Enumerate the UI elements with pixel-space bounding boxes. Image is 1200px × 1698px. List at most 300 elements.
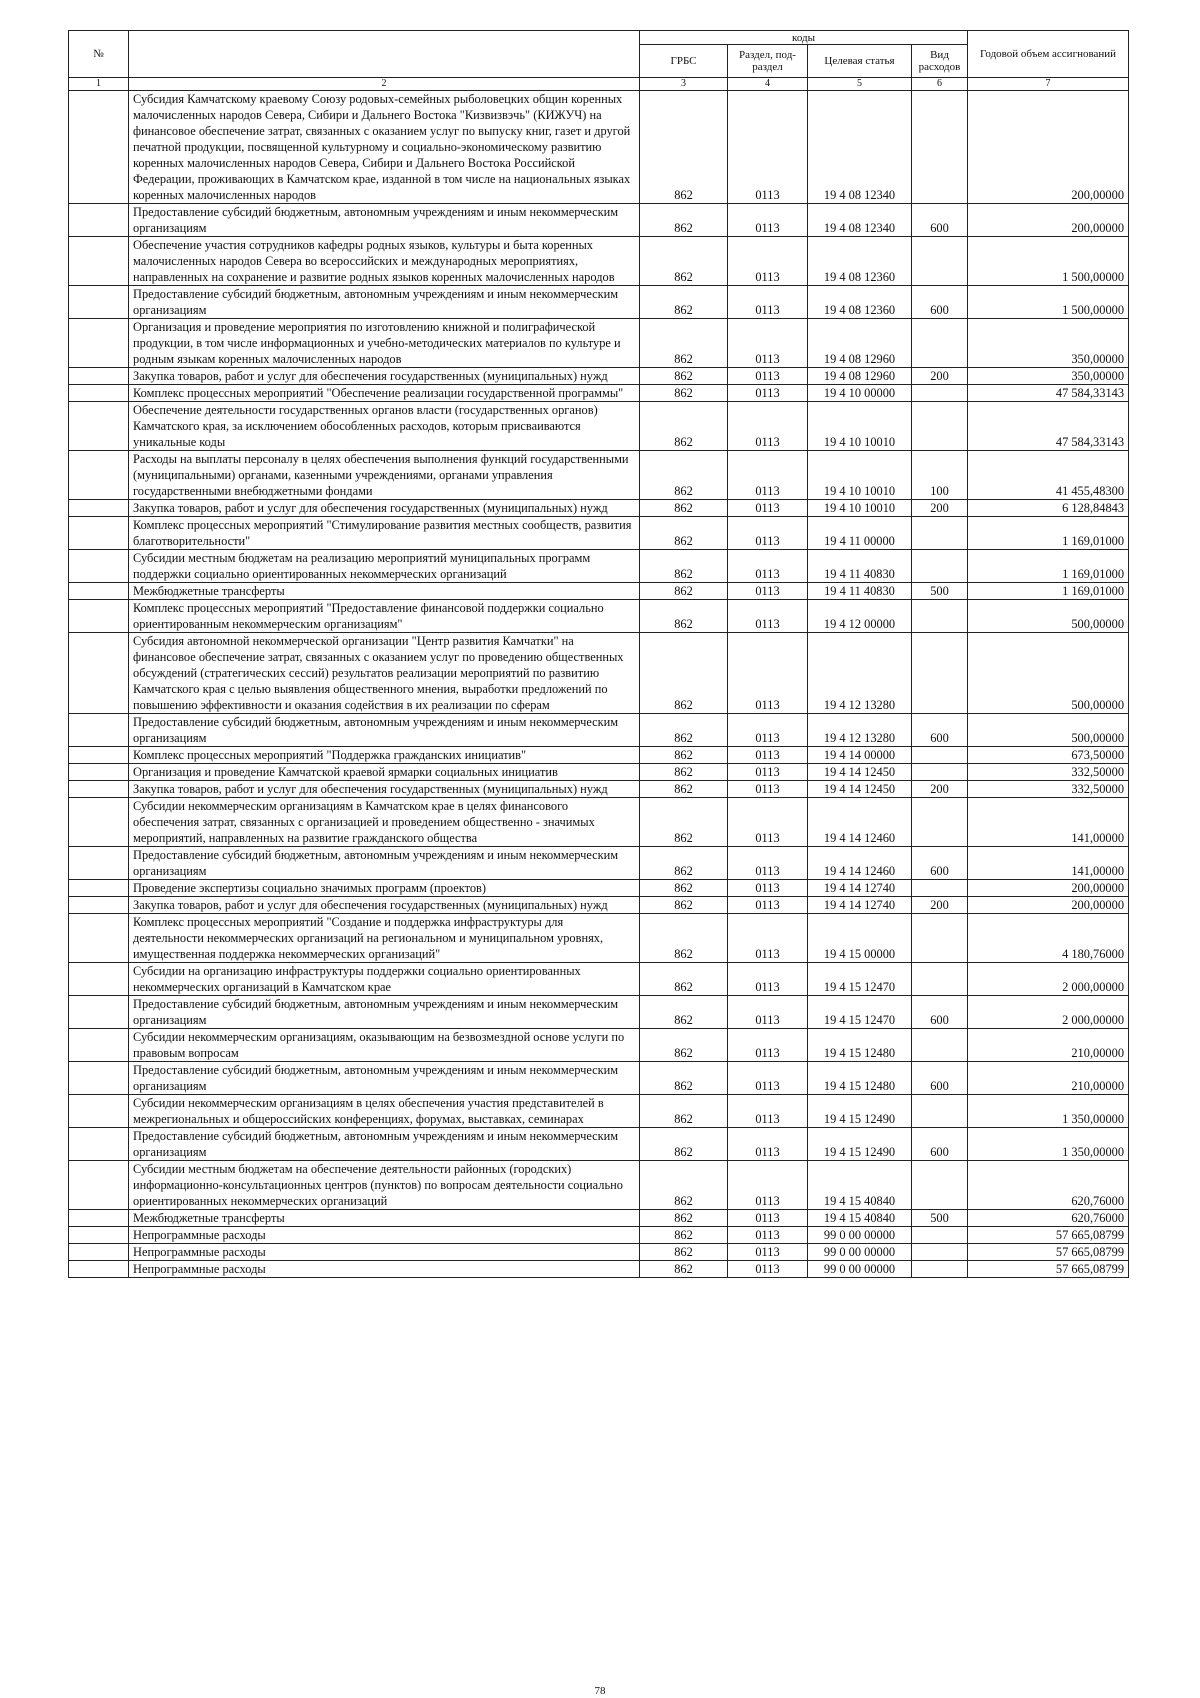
section-cell: 0113: [728, 781, 808, 798]
amount-cell: 1 169,01000: [968, 517, 1129, 550]
row-number-cell: [69, 897, 129, 914]
section-cell: 0113: [728, 1210, 808, 1227]
target-article-cell: 19 4 15 00000: [808, 914, 912, 963]
amount-cell: 620,76000: [968, 1210, 1129, 1227]
expense-name-cell: Расходы на выплаты персоналу в целях обеспечения выполнения функций государственными (муниципальными) органами, казенными учреждениями, органами управления государственными внебюджетными фондами: [129, 451, 640, 500]
table-row: [69, 1062, 1129, 1095]
amount-cell: 500,00000: [968, 714, 1129, 747]
row-number-cell: [69, 451, 129, 500]
grbs-cell: 862: [640, 517, 728, 550]
target-article-cell: 19 4 15 12470: [808, 996, 912, 1029]
grbs-cell: 862: [640, 319, 728, 368]
section-cell: 0113: [728, 1095, 808, 1128]
column-number: 5: [808, 78, 912, 91]
expense-name-cell: Организация и проведение Камчатской краевой ярмарки социальных инициатив: [129, 764, 640, 781]
grbs-cell: 862: [640, 798, 728, 847]
expense-name-cell: Межбюджетные трансферты: [129, 1210, 640, 1227]
section-cell: 0113: [728, 583, 808, 600]
target-article-cell: 19 4 10 00000: [808, 385, 912, 402]
grbs-cell: 862: [640, 550, 728, 583]
row-number-cell: [69, 747, 129, 764]
target-article-cell: 19 4 08 12340: [808, 204, 912, 237]
target-article-cell: 19 4 12 13280: [808, 714, 912, 747]
expense-type-cell: 200: [912, 781, 968, 798]
amount-cell: 673,50000: [968, 747, 1129, 764]
target-article-cell: 19 4 12 13280: [808, 633, 912, 714]
expense-name-cell: Комплекс процессных мероприятий "Стимулирование развития местных сообществ, развития благотворительности": [129, 517, 640, 550]
row-number-cell: [69, 1210, 129, 1227]
grbs-cell: 862: [640, 996, 728, 1029]
expense-type-cell: 600: [912, 286, 968, 319]
amount-cell: 200,00000: [968, 880, 1129, 897]
section-cell: 0113: [728, 204, 808, 237]
budget-sheet: [68, 30, 1129, 1278]
amount-cell: 500,00000: [968, 633, 1129, 714]
expense-name-cell: Непрограммные расходы: [129, 1227, 640, 1244]
section-cell: 0113: [728, 319, 808, 368]
section-cell: 0113: [728, 1161, 808, 1210]
row-number-cell: [69, 286, 129, 319]
row-number-cell: [69, 1244, 129, 1261]
amount-cell: 1 500,00000: [968, 237, 1129, 286]
expense-name-cell: Субсидия Камчатскому краевому Союзу родовых-семейных рыболовецких общин коренных малочисленных народов Севера, Сибири и Дальнего Востока "Кизвизвэчь" (КИЖУЧ) на финансовое обеспечение затрат, связанных с оказанием услуг по выпуску книг, газет и другой печатной продукции, посвященной культурному и социально-экономическому развитию коренных малочисленных народов Севера, Сибири и Дальнего Востока Российской Федерации, проживающих в Камчатском крае, изданной в том числе на национальных языках коренных малочисленных народов: [129, 91, 640, 204]
expense-type-cell: [912, 91, 968, 204]
grbs-cell: 862: [640, 880, 728, 897]
grbs-cell: 862: [640, 1095, 728, 1128]
table-row: [69, 237, 1129, 286]
expense-name-cell: Комплекс процессных мероприятий "Создание и поддержка инфраструктуры для деятельности некоммерческих организаций на региональном и муниципальном уровнях, имущественная поддержка некоммерческих организаций": [129, 914, 640, 963]
expense-type-cell: [912, 1244, 968, 1261]
expense-type-cell: 600: [912, 996, 968, 1029]
amount-cell: 350,00000: [968, 319, 1129, 368]
column-number: 7: [968, 78, 1129, 91]
expense-name-cell: Межбюджетные трансферты: [129, 583, 640, 600]
table-row: [69, 583, 1129, 600]
expense-name-cell: Субсидия автономной некоммерческой организации "Центр развития Камчатки" на финансовое обеспечение затрат, связанных с оказанием услуг по проведению общественных обсуждений (стратегических сессий) результатов реализации мероприятий по развитию Камчатского края с целью выявления общественного мнения, выработки предложений по повышению эффективности и оказания содействия в их реализации по сферам: [129, 633, 640, 714]
target-article-cell: 99 0 00 00000: [808, 1227, 912, 1244]
section-cell: 0113: [728, 798, 808, 847]
amount-cell: 57 665,08799: [968, 1244, 1129, 1261]
target-article-cell: 19 4 15 40840: [808, 1161, 912, 1210]
target-article-cell: 19 4 10 10010: [808, 402, 912, 451]
table-row: [69, 963, 1129, 996]
amount-cell: 2 000,00000: [968, 963, 1129, 996]
grbs-cell: 862: [640, 385, 728, 402]
amount-cell: 350,00000: [968, 368, 1129, 385]
row-number-cell: [69, 764, 129, 781]
table-row: [69, 880, 1129, 897]
expense-type-cell: [912, 402, 968, 451]
table-row: [69, 600, 1129, 633]
expense-name-cell: Комплекс процессных мероприятий "Обеспечение реализации государственной программы": [129, 385, 640, 402]
target-article-cell: 19 4 14 12740: [808, 897, 912, 914]
section-cell: 0113: [728, 368, 808, 385]
amount-cell: 6 128,84843: [968, 500, 1129, 517]
target-article-cell: 19 4 12 00000: [808, 600, 912, 633]
section-cell: 0113: [728, 1062, 808, 1095]
table-row: [69, 385, 1129, 402]
codes-header: коды: [640, 31, 968, 45]
grbs-cell: 862: [640, 402, 728, 451]
target-article-cell: 19 4 15 12480: [808, 1029, 912, 1062]
row-number-cell: [69, 385, 129, 402]
grbs-cell: 862: [640, 368, 728, 385]
table-row: [69, 286, 1129, 319]
row-number-cell: [69, 500, 129, 517]
table-row: [69, 996, 1129, 1029]
section-cell: 0113: [728, 880, 808, 897]
target-article-cell: 19 4 14 12740: [808, 880, 912, 897]
section-cell: 0113: [728, 237, 808, 286]
section-cell: 0113: [728, 1244, 808, 1261]
table-row: [69, 550, 1129, 583]
target-article-cell: 19 4 10 10010: [808, 451, 912, 500]
row-number-cell: [69, 583, 129, 600]
grbs-cell: 862: [640, 1227, 728, 1244]
grbs-cell: 862: [640, 583, 728, 600]
expense-type-cell: 200: [912, 368, 968, 385]
expense-name-cell: Обеспечение деятельности государственных органов власти (государственных органов) Камчатского края, за исключением обособленных расходов, которым присваиваются уникальные коды: [129, 402, 640, 451]
grbs-cell: 862: [640, 91, 728, 204]
grbs-cell: 862: [640, 1244, 728, 1261]
col-name-header: [129, 31, 640, 78]
section-cell: 0113: [728, 91, 808, 204]
expense-type-cell: [912, 1261, 968, 1278]
target-article-cell: 19 4 11 40830: [808, 583, 912, 600]
target-article-cell: 19 4 15 12490: [808, 1095, 912, 1128]
expense-name-cell: Предоставление субсидий бюджетным, автономным учреждениям и иным некоммерческим организациям: [129, 286, 640, 319]
grbs-cell: 862: [640, 764, 728, 781]
expense-type-cell: [912, 237, 968, 286]
expense-type-cell: [912, 1029, 968, 1062]
expense-name-cell: Непрограммные расходы: [129, 1261, 640, 1278]
grbs-cell: 862: [640, 600, 728, 633]
target-article-cell: 19 4 15 12470: [808, 963, 912, 996]
section-cell: 0113: [728, 550, 808, 583]
row-number-cell: [69, 600, 129, 633]
expense-name-cell: Предоставление субсидий бюджетным, автономным учреждениям и иным некоммерческим организациям: [129, 1062, 640, 1095]
expense-type-cell: [912, 880, 968, 897]
target-article-cell: 19 4 14 12460: [808, 798, 912, 847]
amount-cell: 332,50000: [968, 764, 1129, 781]
row-number-cell: [69, 781, 129, 798]
amount-cell: 57 665,08799: [968, 1227, 1129, 1244]
expense-name-cell: Субсидии некоммерческим организациям в Камчатском крае в целях финансового обеспечения затрат, связанных с организацией и проведением общественно - значимых мероприятий, направленных на развитие гражданского общества: [129, 798, 640, 847]
row-number-cell: [69, 963, 129, 996]
expense-name-cell: Комплекс процессных мероприятий "Поддержка гражданских инициатив": [129, 747, 640, 764]
table-row: [69, 714, 1129, 747]
column-number: 1: [69, 78, 129, 91]
expense-name-cell: Субсидии некоммерческим организациям в целях обеспечения участия представителей в межрегиональных и общероссийских конференциях, форумах, выставках, семинарах: [129, 1095, 640, 1128]
table-row: [69, 1261, 1129, 1278]
expense-type-cell: [912, 1161, 968, 1210]
table-row: [69, 1227, 1129, 1244]
expense-name-cell: Предоставление субсидий бюджетным, автономным учреждениям и иным некоммерческим организациям: [129, 204, 640, 237]
grbs-cell: 862: [640, 897, 728, 914]
grbs-cell: 862: [640, 747, 728, 764]
target-article-cell: 19 4 10 10010: [808, 500, 912, 517]
target-article-cell: 19 4 14 00000: [808, 747, 912, 764]
section-cell: 0113: [728, 914, 808, 963]
amount-cell: 1 350,00000: [968, 1128, 1129, 1161]
expense-type-header: Вид расходов: [912, 45, 968, 78]
amount-cell: 47 584,33143: [968, 385, 1129, 402]
annual-volume-header: Годовой объем ассигнований: [968, 31, 1129, 78]
section-cell: 0113: [728, 747, 808, 764]
section-cell: 0113: [728, 286, 808, 319]
section-cell: 0113: [728, 714, 808, 747]
amount-cell: 4 180,76000: [968, 914, 1129, 963]
target-article-cell: 19 4 08 12960: [808, 319, 912, 368]
row-number-cell: [69, 1062, 129, 1095]
section-cell: 0113: [728, 517, 808, 550]
column-number: 2: [129, 78, 640, 91]
expense-type-cell: [912, 798, 968, 847]
section-cell: 0113: [728, 847, 808, 880]
amount-cell: 200,00000: [968, 897, 1129, 914]
table-row: [69, 1128, 1129, 1161]
table-row: [69, 451, 1129, 500]
row-number-cell: [69, 204, 129, 237]
target-article-cell: 19 4 15 40840: [808, 1210, 912, 1227]
table-row: [69, 781, 1129, 798]
row-number-cell: [69, 1227, 129, 1244]
row-number-cell: [69, 319, 129, 368]
row-number-cell: [69, 847, 129, 880]
expense-name-cell: Непрограммные расходы: [129, 1244, 640, 1261]
section-cell: 0113: [728, 963, 808, 996]
expense-name-cell: Закупка товаров, работ и услуг для обеспечения государственных (муниципальных) нужд: [129, 897, 640, 914]
target-article-cell: 19 4 11 40830: [808, 550, 912, 583]
row-number-cell: [69, 880, 129, 897]
page-number: 78: [594, 1685, 606, 1697]
target-article-cell: 19 4 08 12360: [808, 286, 912, 319]
expense-name-cell: Субсидии местным бюджетам на обеспечение деятельности районных (городских) информационно-консультационных центров (пунктов) по вопросам деятельности социально ориентированных некоммерческих организаций: [129, 1161, 640, 1210]
table-row: [69, 91, 1129, 204]
grbs-cell: 862: [640, 914, 728, 963]
row-number-cell: [69, 1095, 129, 1128]
amount-cell: 2 000,00000: [968, 996, 1129, 1029]
column-numbers-row: [69, 78, 1129, 91]
target-article-cell: 99 0 00 00000: [808, 1244, 912, 1261]
amount-cell: 210,00000: [968, 1062, 1129, 1095]
expense-type-cell: [912, 764, 968, 781]
target-article-cell: 99 0 00 00000: [808, 1261, 912, 1278]
grbs-cell: 862: [640, 451, 728, 500]
amount-cell: 200,00000: [968, 91, 1129, 204]
expense-type-cell: 600: [912, 204, 968, 237]
expense-type-cell: 200: [912, 500, 968, 517]
row-number-cell: [69, 996, 129, 1029]
amount-cell: 57 665,08799: [968, 1261, 1129, 1278]
grbs-cell: 862: [640, 847, 728, 880]
grbs-cell: 862: [640, 781, 728, 798]
section-cell: 0113: [728, 1128, 808, 1161]
expense-name-cell: Субсидии местным бюджетам на реализацию мероприятий муниципальных программ поддержки социально ориентированных некоммерческих организаций: [129, 550, 640, 583]
row-number-cell: [69, 517, 129, 550]
grbs-cell: 862: [640, 1210, 728, 1227]
amount-cell: 1 169,01000: [968, 550, 1129, 583]
table-row: [69, 1244, 1129, 1261]
expense-name-cell: Комплекс процессных мероприятий "Предоставление финансовой поддержки социально ориентированным некоммерческим организациям": [129, 600, 640, 633]
expense-name-cell: Предоставление субсидий бюджетным, автономным учреждениям и иным некоммерческим организациям: [129, 1128, 640, 1161]
table-row: [69, 1210, 1129, 1227]
table-header: [69, 31, 1129, 91]
target-article-cell: 19 4 08 12360: [808, 237, 912, 286]
column-number: 4: [728, 78, 808, 91]
column-number: 6: [912, 78, 968, 91]
table-row: [69, 1029, 1129, 1062]
grbs-cell: 862: [640, 1128, 728, 1161]
grbs-cell: 862: [640, 633, 728, 714]
expense-name-cell: Закупка товаров, работ и услуг для обеспечения государственных (муниципальных) нужд: [129, 368, 640, 385]
expense-name-cell: Предоставление субсидий бюджетным, автономным учреждениям и иным некоммерческим организациям: [129, 996, 640, 1029]
grbs-header: ГРБС: [640, 45, 728, 78]
target-article-cell: 19 4 08 12340: [808, 91, 912, 204]
table-row: [69, 764, 1129, 781]
row-number-cell: [69, 798, 129, 847]
table-row: [69, 368, 1129, 385]
amount-cell: 1 350,00000: [968, 1095, 1129, 1128]
expense-type-cell: 600: [912, 847, 968, 880]
section-cell: 0113: [728, 633, 808, 714]
row-number-cell: [69, 1161, 129, 1210]
section-cell: 0113: [728, 600, 808, 633]
expense-type-cell: [912, 517, 968, 550]
expense-name-cell: Предоставление субсидий бюджетным, автономным учреждениям и иным некоммерческим организациям: [129, 714, 640, 747]
expense-name-cell: Проведение экспертизы социально значимых программ (проектов): [129, 880, 640, 897]
table-row: [69, 204, 1129, 237]
expense-name-cell: Субсидии на организацию инфраструктуры поддержки социально ориентированных некоммерческих организаций в Камчатском крае: [129, 963, 640, 996]
expense-type-cell: [912, 550, 968, 583]
expense-type-cell: 100: [912, 451, 968, 500]
amount-cell: 210,00000: [968, 1029, 1129, 1062]
table-row: [69, 747, 1129, 764]
row-number-cell: [69, 402, 129, 451]
column-number: 3: [640, 78, 728, 91]
target-article-cell: 19 4 08 12960: [808, 368, 912, 385]
table-row: [69, 897, 1129, 914]
grbs-cell: 862: [640, 1062, 728, 1095]
amount-cell: 200,00000: [968, 204, 1129, 237]
table-row: [69, 500, 1129, 517]
section-cell: 0113: [728, 500, 808, 517]
expense-name-cell: Организация и проведение мероприятия по изготовлению книжной и полиграфической продукции, в том числе информационных и учебно-методических материалов по культуре и родным языкам коренных малочисленных народов: [129, 319, 640, 368]
row-number-cell: [69, 91, 129, 204]
amount-cell: 141,00000: [968, 847, 1129, 880]
grbs-cell: 862: [640, 286, 728, 319]
row-number-cell: [69, 914, 129, 963]
expense-type-cell: [912, 1227, 968, 1244]
section-cell: 0113: [728, 897, 808, 914]
table-row: [69, 914, 1129, 963]
col-num-header: №: [69, 31, 129, 78]
table-row: [69, 847, 1129, 880]
expense-type-cell: 500: [912, 1210, 968, 1227]
amount-cell: 1 169,01000: [968, 583, 1129, 600]
grbs-cell: 862: [640, 237, 728, 286]
expense-type-cell: 600: [912, 1128, 968, 1161]
amount-cell: 1 500,00000: [968, 286, 1129, 319]
expense-type-cell: [912, 963, 968, 996]
row-number-cell: [69, 1029, 129, 1062]
expense-type-cell: 500: [912, 583, 968, 600]
row-number-cell: [69, 550, 129, 583]
table-row: [69, 402, 1129, 451]
target-article-cell: 19 4 14 12450: [808, 781, 912, 798]
table-row: [69, 633, 1129, 714]
target-article-cell: 19 4 14 12460: [808, 847, 912, 880]
section-cell: 0113: [728, 1261, 808, 1278]
table-row: [69, 1095, 1129, 1128]
expense-type-cell: [912, 914, 968, 963]
row-number-cell: [69, 1128, 129, 1161]
grbs-cell: 862: [640, 714, 728, 747]
section-cell: 0113: [728, 1029, 808, 1062]
expense-type-cell: [912, 319, 968, 368]
table-row: [69, 1161, 1129, 1210]
section-cell: 0113: [728, 1227, 808, 1244]
row-number-cell: [69, 368, 129, 385]
amount-cell: 332,50000: [968, 781, 1129, 798]
grbs-cell: 862: [640, 1261, 728, 1278]
table-body: [69, 91, 1129, 1278]
expense-type-cell: [912, 600, 968, 633]
expense-name-cell: Предоставление субсидий бюджетным, автономным учреждениям и иным некоммерческим организациям: [129, 847, 640, 880]
budget-table: [68, 30, 1129, 1278]
grbs-cell: 862: [640, 500, 728, 517]
amount-cell: 500,00000: [968, 600, 1129, 633]
grbs-cell: 862: [640, 204, 728, 237]
expense-name-cell: Субсидии некоммерческим организациям, оказывающим на безвозмездной основе услуги по правовым вопросам: [129, 1029, 640, 1062]
table-row: [69, 798, 1129, 847]
expense-type-cell: 600: [912, 714, 968, 747]
expense-type-cell: 600: [912, 1062, 968, 1095]
expense-name-cell: Закупка товаров, работ и услуг для обеспечения государственных (муниципальных) нужд: [129, 781, 640, 798]
expense-type-cell: 200: [912, 897, 968, 914]
target-article-cell: 19 4 11 00000: [808, 517, 912, 550]
expense-type-cell: [912, 747, 968, 764]
section-header: Раздел, под-раздел: [728, 45, 808, 78]
target-article-cell: 19 4 14 12450: [808, 764, 912, 781]
amount-cell: 620,76000: [968, 1161, 1129, 1210]
expense-type-cell: [912, 385, 968, 402]
expense-name-cell: Закупка товаров, работ и услуг для обеспечения государственных (муниципальных) нужд: [129, 500, 640, 517]
grbs-cell: 862: [640, 1029, 728, 1062]
row-number-cell: [69, 714, 129, 747]
section-cell: 0113: [728, 764, 808, 781]
grbs-cell: 862: [640, 963, 728, 996]
section-cell: 0113: [728, 451, 808, 500]
row-number-cell: [69, 633, 129, 714]
table-row: [69, 517, 1129, 550]
target-article-header: Целевая статья: [808, 45, 912, 78]
section-cell: 0113: [728, 996, 808, 1029]
expense-name-cell: Обеспечение участия сотрудников кафедры родных языков, культуры и быта коренных малочисленных народов Севера во всероссийских и международных мероприятиях, направленных на сохранение и развитие родных языков коренных малочисленных народов: [129, 237, 640, 286]
row-number-cell: [69, 1261, 129, 1278]
target-article-cell: 19 4 15 12480: [808, 1062, 912, 1095]
section-cell: 0113: [728, 385, 808, 402]
amount-cell: 41 455,48300: [968, 451, 1129, 500]
table-row: [69, 319, 1129, 368]
target-article-cell: 19 4 15 12490: [808, 1128, 912, 1161]
expense-type-cell: [912, 1095, 968, 1128]
expense-type-cell: [912, 633, 968, 714]
amount-cell: 47 584,33143: [968, 402, 1129, 451]
amount-cell: 141,00000: [968, 798, 1129, 847]
section-cell: 0113: [728, 402, 808, 451]
grbs-cell: 862: [640, 1161, 728, 1210]
